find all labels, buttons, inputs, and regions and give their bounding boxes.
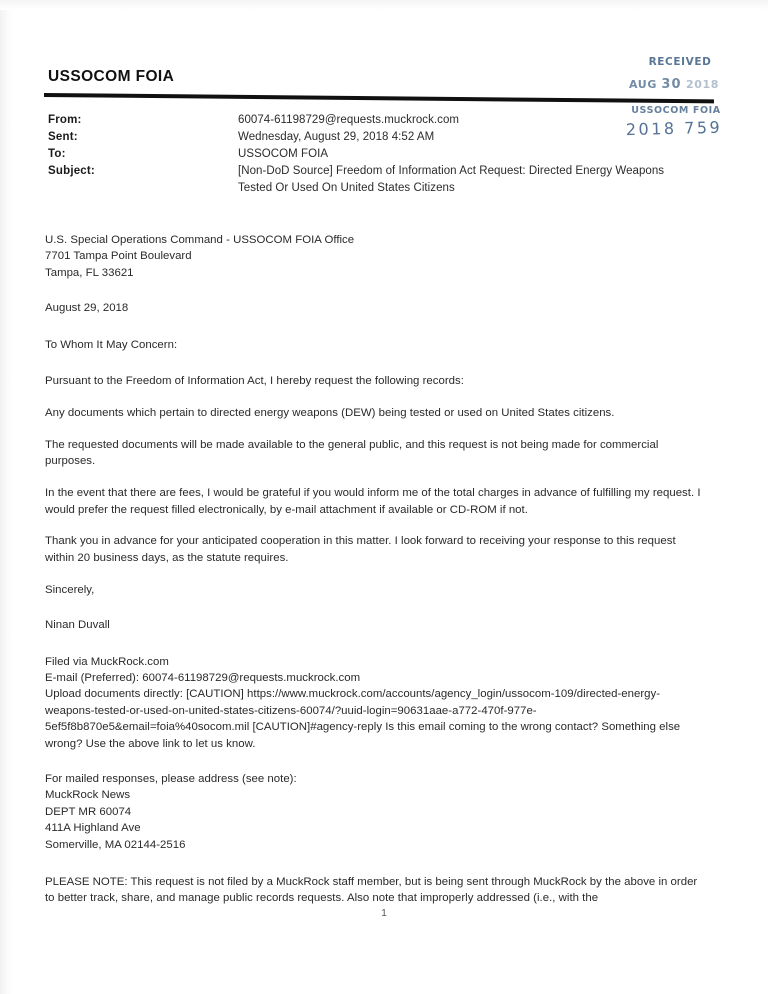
page-number: 1 xyxy=(381,908,387,919)
email-field-to-value: USSOCOM FOIA xyxy=(238,148,329,160)
stamp-year: 2018 xyxy=(685,78,719,91)
mailing-address-block xyxy=(45,771,707,853)
stamp-received-label: RECEIVED xyxy=(648,56,712,68)
filed-via-block xyxy=(45,654,707,752)
email-field-from-label: From: xyxy=(48,114,82,126)
recipient-address-line-2: 7701 Tampa Point Boulevard xyxy=(45,250,192,263)
email-field-subject-label: Subject: xyxy=(48,165,95,177)
email-field-from-value: 60074-61198729@requests.muckrock.com xyxy=(238,114,460,126)
upload-instructions-line: Upload documents directly: [CAUTION] https://www.muckrock.com/accounts/agency_login/ussocom-109/directed-energy-weapons-tested-or-used-on-united-states-citizens-60074/?uuid-login=90631aae-a772-470f-977e-5ef5f8b870e5&email=foia%40socom.mil [CAUTION]#agency-reply Is this email coming to the wrong contact? Something else wrong? Use the above link to let us know. xyxy=(45,688,681,750)
mailing-address-line-3: 411A Highland Ave xyxy=(45,822,141,835)
email-field-sent-value: Wednesday, August 29, 2018 4:52 AM xyxy=(238,131,435,143)
letter-paragraph-2: Any documents which pertain to directed energy weapons (DEW) being tested or used on United States citizens. xyxy=(45,406,615,419)
email-field-to xyxy=(48,146,718,163)
mailing-address-line-1: MuckRock News xyxy=(45,789,131,802)
recipient-address-block xyxy=(45,232,707,281)
mailing-address-line-4: Somerville, MA 02144-2516 xyxy=(45,838,186,851)
mailed-responses-intro: For mailed responses, please address (see note): xyxy=(45,773,297,786)
letter-closing: Sincerely, xyxy=(45,583,95,596)
email-field-sent-label: Sent: xyxy=(48,131,78,143)
stamp-office-label: USSOCOM FOIA xyxy=(631,105,721,116)
preferred-email-line: E-mail (Preferred): 60074-61198729@requests.muckrock.com xyxy=(45,672,361,684)
scan-edge-shadow-left xyxy=(0,0,14,994)
email-field-from xyxy=(48,112,718,129)
email-field-subject-value xyxy=(238,163,718,196)
letter-paragraph-1: Pursuant to the Freedom of Information Act, I hereby request the following records: xyxy=(45,375,464,388)
please-note-paragraph: PLEASE NOTE: This request is not filed by a MuckRock staff member, but is being sent through MuckRock by the above in order to better track, share, and manage public records requests. Also note that improperly addressed (i.e., with the xyxy=(45,876,698,905)
subject-line-2: Tested Or Used On United States Citizens xyxy=(238,181,455,194)
page-title: USSOCOM FOIA xyxy=(48,68,175,85)
email-header-fields xyxy=(48,112,718,197)
letter-paragraph-5: Thank you in advance for your anticipated cooperation in this matter. I look forward to receiving your response to this request within 20 business days, as the statute requires. xyxy=(45,535,676,564)
letter-date: August 29, 2018 xyxy=(45,302,129,315)
stamp-month: AUG xyxy=(629,78,657,91)
letter-body xyxy=(45,232,707,922)
recipient-address-line-3: Tampa, FL 33621 xyxy=(45,266,134,279)
handwritten-case-number: 2018 759 xyxy=(625,117,723,140)
letter-salutation: To Whom It May Concern: xyxy=(45,338,178,351)
email-field-to-label: To: xyxy=(48,148,66,160)
email-field-sent xyxy=(48,129,718,146)
mailing-address-line-2: DEPT MR 60074 xyxy=(45,805,132,818)
email-field-subject xyxy=(48,163,718,196)
letter-paragraph-4: In the event that there are fees, I would be grateful if you would inform me of the total charges in advance of fulfilling my request. I would prefer the request filled electronically, by e-mail attachment if available or CD-ROM if not. xyxy=(45,487,701,516)
recipient-address-line-1: U.S. Special Operations Command - USSOCOM FOIA Office xyxy=(45,234,355,246)
filed-via-line: Filed via MuckRock.com xyxy=(45,655,169,668)
letter-signer-name: Ninan Duvall xyxy=(45,619,110,632)
letter-paragraph-3: The requested documents will be made available to the general public, and this request is not being made for commercial purposes. xyxy=(45,438,659,468)
stamp-date xyxy=(596,77,746,92)
subject-line-1: [Non-DoD Source] Freedom of Information Act Request: Directed Energy Weapons xyxy=(238,165,665,177)
stamp-day: 30 xyxy=(661,77,682,92)
